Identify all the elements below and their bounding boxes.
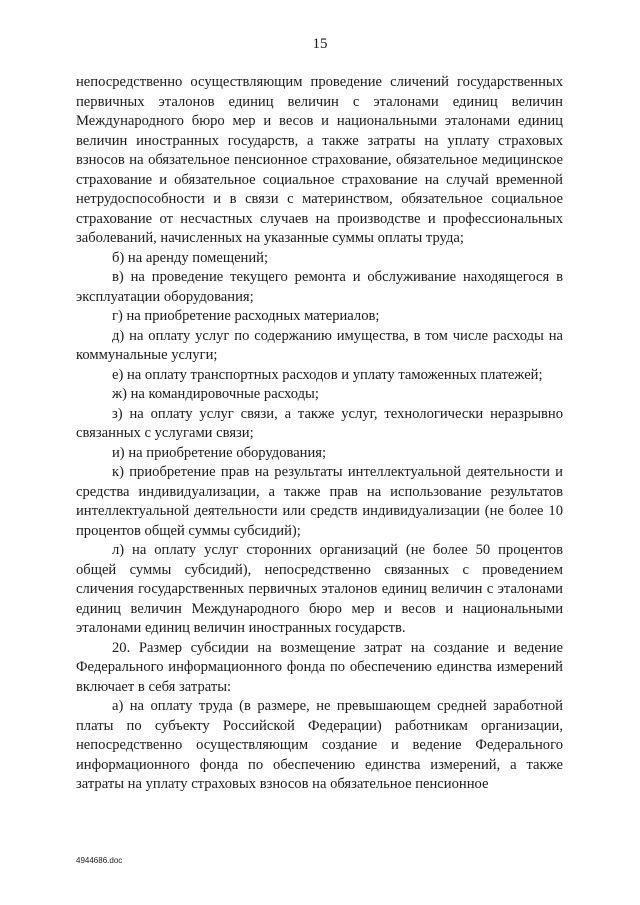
list-item-i: и) на приобретение оборудования;	[112, 444, 327, 461]
list-item-z: з) на оплату услуг связи, а также услуг, технологически неразрывно связанных с услугами связи;	[76, 405, 563, 441]
document-file-code: 4944686.doc	[76, 856, 123, 865]
list-item-v: в) на проведение текущего ремонта и обслуживание находящегося в эксплуатации оборудования;	[76, 269, 563, 305]
paragraph-continuation: непосредственно осуществляющим проведение сличений государственных первичных эталонов единиц величин с эталонами единиц величин Международного бюро мер и весов и национальными эталонами единиц величин иностранных государств, а также затраты на уплату страховых взносов на обязательное пенсионное страхование, обязательное медицинское страхование и обязательное социальное страхование на случай временной нетрудоспособности и в связи с материнством, обязательное социальное страхование от несчастных случаев на производстве и профессиональных заболеваний, начисленных на указанные суммы оплаты труда;	[76, 74, 563, 246]
section-20-item-a: а) на оплату труда (в размере, не превышающем средней заработной платы по субъекту Российской Федерации) работникам организации, непосредственно осуществляющим создание и ведение Федерального информационного фонда по обеспечению единства измерений, а также затраты на уплату страховых взносов на обязательное пенсионное	[76, 698, 563, 792]
list-item-k: к) приобретение прав на результаты интеллектуальной деятельности и средства индивидуализации, а также прав на использование результатов интеллектуальной деятельности или средств индивидуализации (не более 10 процентов общей суммы субсидий);	[76, 464, 563, 539]
list-item-d: д) на оплату услуг по содержанию имущества, в том числе расходы на коммунальные услуги;	[76, 327, 563, 363]
list-item-zh: ж) на командировочные расходы;	[112, 386, 319, 402]
list-item-b: б) на аренду помещений;	[112, 249, 269, 266]
list-item-e: е) на оплату транспортных расходов и уплату таможенных платежей;	[112, 366, 543, 383]
list-item-l: л) на оплату услуг сторонних организаций (не более 50 процентов общей суммы субсидий), непосредственно связанных с проведением сличения государственных первичных эталонов единиц величин с эталонами единиц величин Международного бюро мер и весов и национальными эталонами единиц величин иностранных государств.	[76, 542, 563, 636]
document-body	[76, 73, 563, 795]
section-20-paragraph: 20. Размер субсидии на возмещение затрат на создание и ведение Федерального информационного фонда по обеспечению единства измерений включает в себя затраты:	[76, 639, 563, 695]
page-number: 15	[312, 36, 328, 52]
list-item-g: г) на приобретение расходных материалов;	[112, 308, 380, 324]
